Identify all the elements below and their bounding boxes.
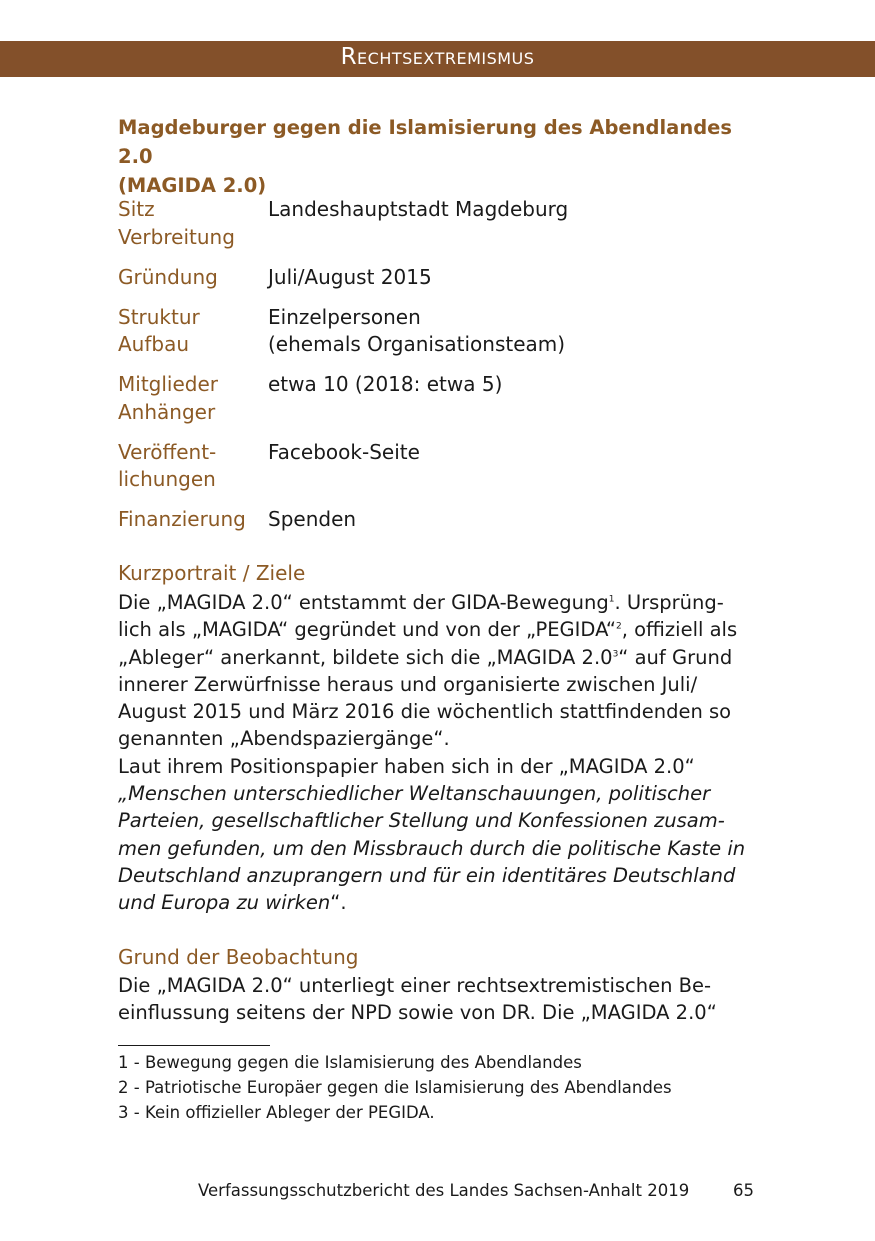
- organization-title-line: Magdeburger gegen die Islamisierung des Abendlandes 2.0: [118, 116, 733, 168]
- fact-table: [118, 196, 778, 546]
- fact-value: Juli/August 2015: [268, 264, 432, 289]
- text-span: “.: [330, 891, 347, 915]
- text-span: „Ableger“ anerkannt, bildete sich die „MAGIDA 2.0: [118, 645, 613, 669]
- page-number: 65: [733, 1181, 754, 1200]
- footnote: 3 - Kein offizieller Ableger der PEGIDA.: [118, 1103, 435, 1122]
- footer-title: Verfassungsschutzbericht des Landes Sachsen-Anhalt 2019: [198, 1181, 690, 1200]
- fact-value: Spenden: [268, 507, 357, 531]
- fact-value: Landeshauptstadt Magdeburg: [268, 197, 569, 221]
- text-line: genannten „Abendspaziergänge“.: [118, 727, 450, 751]
- text-span: lich als „MAGIDA“ gegründet und von der „PEGIDA“: [118, 618, 616, 642]
- fact-value: Einzelpersonen (ehemals Organisationsteam): [268, 304, 566, 356]
- text-line: [118, 589, 758, 616]
- text-span: . Ursprüng-: [614, 591, 724, 614]
- fact-label: Finanzierung: [118, 507, 246, 531]
- text-span: und Europa zu wirken: [118, 891, 331, 915]
- fact-row-struktur: [118, 304, 778, 359]
- fact-label: Mitglieder Anhänger: [118, 372, 218, 424]
- fact-row-finanzierung: [118, 506, 778, 534]
- quote-line: Deutschland anzuprangern und für ein identitäres Deutschland: [118, 863, 736, 887]
- text-span: , offiziell als: [621, 618, 738, 642]
- fact-label: Sitz Verbreitung: [118, 197, 235, 249]
- text-line: [118, 616, 758, 643]
- organization-title: [118, 113, 758, 200]
- quote-line: [118, 889, 758, 916]
- footnotes: [118, 1050, 672, 1125]
- text-line: Die „MAGIDA 2.0“ unterliegt einer rechtsextremistischen Be-: [118, 974, 712, 997]
- footnote-ref: 2: [616, 621, 622, 632]
- footnote-ref: 3: [612, 649, 619, 660]
- chapter-title: Rechtsextremismus: [340, 44, 535, 70]
- fact-value: etwa 10 (2018: etwa 5): [268, 372, 503, 396]
- quote-line: men gefunden, um den Missbrauch durch die politische Kaste in: [118, 836, 746, 860]
- fact-label: Gründung: [118, 264, 218, 289]
- fact-label: Struktur Aufbau: [118, 304, 200, 356]
- quote-line: Parteien, gesellschaftlicher Stellung und Konfessionen zusam-: [118, 809, 725, 833]
- text-span: “ auf Grund: [618, 645, 733, 669]
- observation-paragraph: [118, 972, 758, 1027]
- fact-value: Facebook-Seite: [268, 439, 420, 464]
- text-line: August 2015 und März 2016 die wöchentlich stattfindenden so: [118, 700, 732, 724]
- fact-label: Veröffent- lichungen: [118, 439, 217, 491]
- text-span: Die „MAGIDA 2.0“ entstammt der GIDA-Bewegung: [118, 591, 609, 614]
- text-line: Laut ihrem Positionspapier haben sich in der „MAGIDA 2.0“: [118, 754, 695, 778]
- footnote: 1 - Bewegung gegen die Islamisierung des Abendlandes: [118, 1053, 582, 1072]
- footnote-divider: [118, 1045, 270, 1046]
- chapter-banner: [0, 41, 875, 77]
- section-title-portrait: Kurzportrait / Ziele: [118, 561, 306, 585]
- footnote-ref: 1: [608, 594, 615, 605]
- fact-row-gruendung: [118, 264, 778, 292]
- fact-row-sitz: [118, 196, 778, 251]
- footnote: 2 - Patriotische Europäer gegen die Islamisierung des Abendlandes: [118, 1078, 672, 1097]
- fact-row-mitglieder: [118, 371, 778, 426]
- text-line: innerer Zerwürfnisse heraus und organisierte zwischen Juli/: [118, 672, 698, 696]
- text-line: [118, 644, 758, 671]
- section-title-observation: Grund der Beobachtung: [118, 945, 359, 969]
- fact-row-veroeffentlichungen: [118, 439, 778, 494]
- text-line: einflussung seitens der NPD sowie von DR. Die „MAGIDA 2.0“: [118, 1001, 717, 1025]
- organization-title-line: (MAGIDA 2.0): [118, 174, 267, 197]
- quote-line: „Menschen unterschiedlicher Weltanschauungen, politischer: [118, 782, 711, 806]
- portrait-paragraph: [118, 589, 758, 917]
